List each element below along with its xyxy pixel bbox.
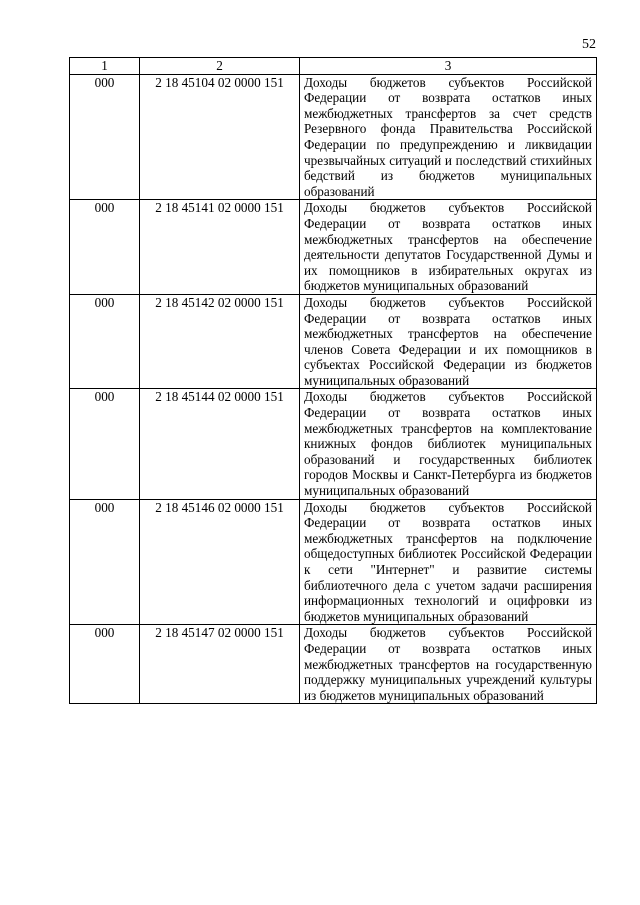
table-row (70, 294, 597, 389)
table-row (70, 200, 597, 295)
page-number: 52 (582, 37, 596, 52)
budget-codes-table (69, 57, 597, 704)
table-row (70, 74, 597, 200)
description-cell: Доходы бюджетов субъектов Российской Федерации от возврата остатков иных межбюджетных трансфертов на комплектование книжных фондов библиотек муниципальных образований и государственных библиотек городов Москвы и Санкт-Петербурга из бюджетов муниципальных образований (300, 389, 597, 499)
table-row (70, 499, 597, 625)
admin-code-cell: 000 (70, 499, 140, 625)
admin-code-cell: 000 (70, 74, 140, 200)
header-row (70, 58, 597, 75)
description-cell: Доходы бюджетов субъектов Российской Федерации от возврата остатков иных межбюджетных трансфертов за счет средств Резервного фонда Правительства Российской Федерации по предупреждению и ликвидации чрезвычайных ситуаций и последствий стихийных бедствий из бюджетов муниципальных образований (300, 74, 597, 200)
revenue-code-cell: 2 18 45146 02 0000 151 (140, 499, 300, 625)
column-header-2: 2 (140, 58, 300, 75)
revenue-code-cell: 2 18 45141 02 0000 151 (140, 200, 300, 295)
description-cell: Доходы бюджетов субъектов Российской Федерации от возврата остатков иных межбюджетных трансфертов на подключение общедоступных библиотек Российской Федерации к сети "Интернет" и развитие системы библиотечного дела с учетом задачи расширения информационных технологий и оцифровки из бюджетов муниципальных образований (300, 499, 597, 625)
table-body (70, 74, 597, 704)
description-cell: Доходы бюджетов субъектов Российской Федерации от возврата остатков иных межбюджетных трансфертов на обеспечение членов Совета Федерации и их помощников в субъектах Российской Федерации из бюджетов муниципальных образований (300, 294, 597, 389)
column-header-3: 3 (300, 58, 597, 75)
table-header (70, 58, 597, 75)
table-row (70, 625, 597, 704)
revenue-code-cell: 2 18 45104 02 0000 151 (140, 74, 300, 200)
admin-code-cell: 000 (70, 200, 140, 295)
admin-code-cell: 000 (70, 625, 140, 704)
revenue-code-cell: 2 18 45144 02 0000 151 (140, 389, 300, 499)
admin-code-cell: 000 (70, 294, 140, 389)
column-header-1: 1 (70, 58, 140, 75)
table-row (70, 389, 597, 499)
admin-code-cell: 000 (70, 389, 140, 499)
description-cell: Доходы бюджетов субъектов Российской Федерации от возврата остатков иных межбюджетных трансфертов на государственную поддержку муниципальных учреждений культуры из бюджетов муниципальных образований (300, 625, 597, 704)
revenue-code-cell: 2 18 45147 02 0000 151 (140, 625, 300, 704)
revenue-code-cell: 2 18 45142 02 0000 151 (140, 294, 300, 389)
description-cell: Доходы бюджетов субъектов Российской Федерации от возврата остатков иных межбюджетных трансфертов на обеспечение деятельности депутатов Государственной Думы и их помощников в избирательных округах из бюджетов муниципальных образований (300, 200, 597, 295)
